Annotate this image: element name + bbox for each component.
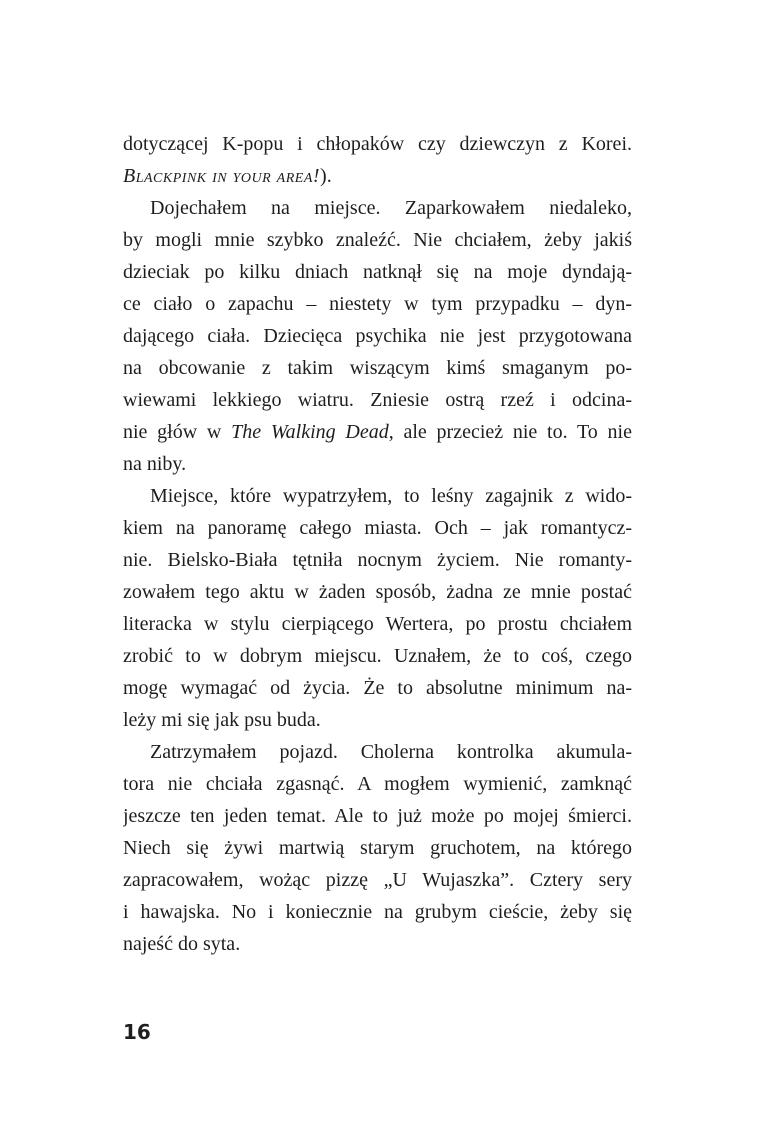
text-line — [123, 480, 632, 512]
text-segment: The Walking Dead — [231, 421, 389, 443]
text-segment: literacka w stylu cierpiącego Wertera, po prostu chciałem — [123, 613, 632, 635]
text-line — [123, 224, 632, 256]
text-line — [123, 640, 632, 672]
text-line — [123, 448, 632, 480]
text-line — [123, 192, 632, 224]
text-line — [123, 800, 632, 832]
text-segment: zrobić to w dobrym miejscu. Uznałem, że to coś, czego — [123, 645, 632, 667]
text-line — [123, 128, 632, 160]
text-segment: na obcowanie z takim wiszącym kimś smaganym po- — [123, 357, 632, 379]
text-line — [123, 288, 632, 320]
text-line — [123, 608, 632, 640]
text-segment: kiem na panoramę całego miasta. Och – jak romantycz- — [123, 517, 632, 539]
text-segment: Niech się żywi martwią starym gruchotem, na którego — [123, 837, 632, 859]
text-line — [123, 704, 632, 736]
text-segment: , ale przecież nie to. To nie — [388, 421, 632, 443]
text-line — [123, 416, 632, 448]
text-segment: mogę wymagać od życia. Że to absolutne minimum na- — [123, 677, 632, 699]
text-line — [123, 768, 632, 800]
text-segment: Dojechałem na miejsce. Zaparkowałem niedaleko, — [150, 197, 632, 219]
text-segment: jeszcze ten jeden temat. Ale to już może po mojej śmierci. — [123, 805, 632, 827]
text-line — [123, 896, 632, 928]
text-segment: ce ciało o zapachu – niestety w tym przypadku – dyn- — [123, 293, 632, 315]
text-line — [123, 160, 632, 192]
text-segment: nie. Bielsko-Biała tętniła nocnym życiem. Nie romanty- — [123, 549, 632, 571]
page-number: 16 — [123, 1020, 151, 1044]
text-line — [123, 256, 632, 288]
text-line — [123, 512, 632, 544]
text-segment: i hawajska. No i koniecznie na grubym cieście, żeby się — [123, 901, 632, 923]
text-block — [123, 128, 632, 960]
text-segment: nie głów w — [123, 421, 232, 443]
text-line — [123, 384, 632, 416]
text-segment: Zatrzymałem pojazd. Cholerna kontrolka akumula- — [150, 741, 632, 763]
text-segment: dotyczącej K-popu i chłopaków czy dziewczyn z Korei. — [123, 133, 632, 155]
text-line — [123, 864, 632, 896]
text-segment: ). — [320, 165, 332, 187]
text-line — [123, 928, 632, 960]
text-line — [123, 352, 632, 384]
text-line — [123, 320, 632, 352]
text-line — [123, 544, 632, 576]
text-segment: zowałem tego aktu w żaden sposób, żadna ze mnie postać — [123, 581, 632, 603]
text-line — [123, 576, 632, 608]
text-line — [123, 672, 632, 704]
text-segment: wiewami lekkiego wiatru. Zniesie ostrą rzeź i odcina- — [123, 389, 632, 411]
text-line — [123, 832, 632, 864]
text-segment: na niby. — [123, 453, 187, 475]
text-segment: dzieciak po kilku dniach natknął się na moje dyndają- — [123, 261, 632, 283]
text-segment: Miejsce, które wypatrzyłem, to leśny zagajnik z wido- — [150, 485, 632, 507]
text-segment: by mogli mnie szybko znaleźć. Nie chciałem, żeby jakiś — [123, 229, 632, 251]
text-segment: dającego ciała. Dziecięca psychika nie jest przygotowana — [123, 325, 632, 347]
text-segment: najeść do syta. — [123, 933, 241, 955]
text-segment: Blackpink in your area! — [123, 165, 321, 187]
text-segment: tora nie chciała zgasnąć. A mogłem wymienić, zamknąć — [123, 773, 632, 795]
text-segment: leży mi się jak psu buda. — [123, 709, 321, 731]
text-segment: zapracowałem, wożąc pizzę „U Wujaszka”. Cztery sery — [123, 869, 632, 891]
text-line — [123, 736, 632, 768]
